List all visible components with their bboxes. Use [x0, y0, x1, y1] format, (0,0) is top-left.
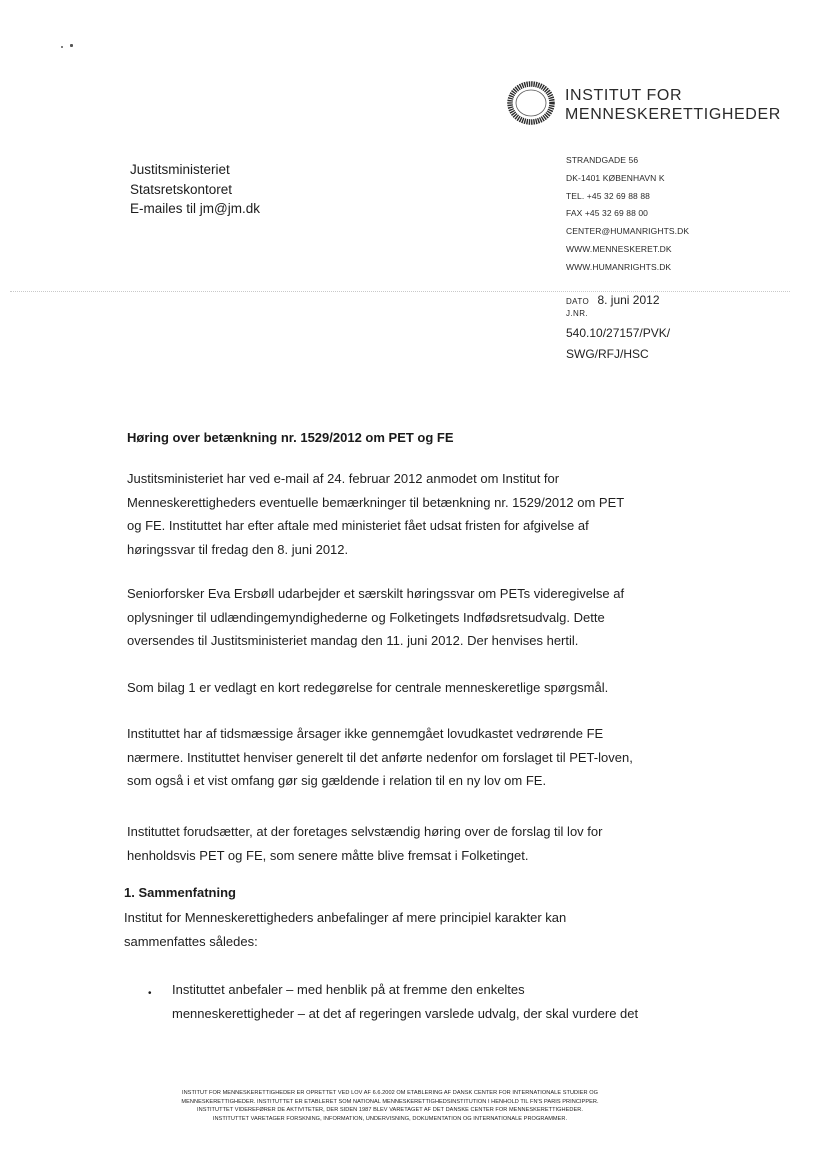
fax: FAX +45 32 69 88 00 — [566, 208, 649, 219]
footer-legal-text — [120, 1089, 660, 1123]
institute-name — [565, 86, 781, 124]
recipient-line: Statsretskontoret — [130, 181, 233, 197]
phone: TEL. +45 32 69 88 88 — [566, 190, 650, 201]
paragraph-5 — [127, 820, 667, 867]
footer-line: INSTITUTTET VARETAGER FORSKNING, INFORMATION, UNDERVISNING, DOKUMENTATION OG INTERNATIONALE PROGRAMMER. — [212, 1115, 568, 1122]
institute-name-line1: INSTITUT FOR — [565, 87, 683, 104]
section-intro — [124, 906, 664, 953]
jnr-label: J.NR. — [566, 309, 588, 318]
institute-logo-icon — [506, 80, 556, 126]
paragraph-line: oversendes til Justitsministeriet mandag den 11. juni 2012. Der henvises hertil. — [127, 633, 579, 648]
bullet-marker: • — [148, 988, 152, 999]
scan-fold-line — [10, 291, 790, 292]
footer-line: MENNESKERETTIGHEDER. INSTITUTTET ER ETABLERET SOM NATIONAL MENNESKERETTIGHEDSINSTITUTION I HENHOLD TIL FN'S PARIS PRINCIPPER. — [181, 1098, 599, 1105]
address-street: STRANDGADE 56 — [566, 155, 639, 165]
contact-block — [566, 152, 689, 277]
paragraph-line: nærmere. Instituttet henviser generelt til det anførte nedenfor om forslaget til PET-loven, — [127, 749, 633, 765]
footer-line: INSTITUT FOR MENNESKERETTIGHEDER ER OPRETTET VED LOV AF 6.6.2002 OM ETABLERING AF DANSK CENTER FOR INTERNATIONALE STUDIER OG — [181, 1090, 599, 1096]
address-city: DK-1401 KØBENHAVN K — [566, 172, 665, 183]
paragraph-line: oplysninger til udlændingemyndighederne og Folketingets Indfødsretsudvalg. Dette — [127, 609, 605, 625]
paragraph-line: Instituttet har af tidsmæssige årsager ikke gennemgået lovudkastet vedrørende FE — [127, 726, 604, 741]
paragraph-line: sammenfattes således: — [124, 933, 258, 949]
paragraph-1 — [127, 467, 667, 561]
website-intl: WWW.HUMANRIGHTS.DK — [566, 261, 672, 272]
meta-block — [566, 293, 670, 365]
paragraph-line: som også i et vist omfang gør sig gældende i relation til en ny lov om FE. — [127, 773, 547, 788]
recipient-line: Justitsministeriet — [130, 162, 230, 177]
contact-email: CENTER@HUMANRIGHTS.DK — [566, 226, 690, 237]
recipient-email: E-mailes til jm@jm.dk — [130, 201, 260, 216]
paragraph-line: Menneskerettigheders eventuelle bemærkninger til betænkning nr. 1529/2012 om PET — [127, 494, 625, 510]
paragraph-line: og FE. Instituttet har efter aftale med ministeriet fået udsat fristen for afgivelse af — [127, 518, 589, 533]
paragraph-line: Instituttet anbefaler – med henblik på at fremme den enkeltes — [172, 982, 525, 997]
institute-name-line2: MENNESKERETTIGHEDER — [565, 106, 781, 123]
scan-speck — [61, 46, 63, 48]
recipient-block — [130, 160, 260, 219]
paragraph-2 — [127, 582, 667, 653]
paragraph-3 — [127, 676, 667, 700]
jnr-line: 540.10/27157/PVK/ — [566, 326, 671, 340]
paragraph-line: Justitsministeriet har ved e-mail af 24. februar 2012 anmodet om Institut for — [127, 471, 560, 486]
scan-speck — [70, 44, 73, 47]
paragraph-4 — [127, 722, 667, 793]
footer-line: INSTITUTTET VIDEREFØRER DE AKTIVITETER, DER SIDEN 1987 BLEV VARETAGET AF DET DANSKE CENTER FOR MENNESKERETTIGHEDER. — [197, 1107, 583, 1114]
paragraph-line: Som bilag 1 er vedlagt en kort redegørelse for centrale menneskeretlige spørgsmål. — [127, 680, 609, 695]
website-dk: WWW.MENNESKERET.DK — [566, 243, 672, 254]
date-value: 8. juni 2012 — [597, 293, 660, 307]
paragraph-line: Seniorforsker Eva Ersbøll udarbejder et særskilt høringssvar om PETs videregivelse af — [127, 586, 625, 601]
paragraph-line: Instituttet forudsætter, at der foretages selvstændig høring over de forslag til lov for — [127, 824, 603, 839]
section-heading: 1. Sammenfatning — [124, 885, 236, 900]
paragraph-line: høringssvar til fredag den 8. juni 2012. — [127, 541, 349, 557]
paragraph-line: Institut for Menneskerettigheders anbefalinger af mere principiel karakter kan — [124, 910, 567, 925]
jnr-line: SWG/RFJ/HSC — [566, 347, 649, 361]
date-label: DATO — [566, 297, 590, 306]
paragraph-line: menneskerettigheder – at det af regeringen varslede udvalg, der skal vurdere det — [172, 1005, 639, 1021]
paragraph-line: henholdsvis PET og FE, som senere måtte blive fremsat i Folketinget. — [127, 847, 529, 863]
bullet-item — [172, 978, 672, 1025]
subject-heading: Høring over betænkning nr. 1529/2012 om PET og FE — [127, 430, 454, 445]
